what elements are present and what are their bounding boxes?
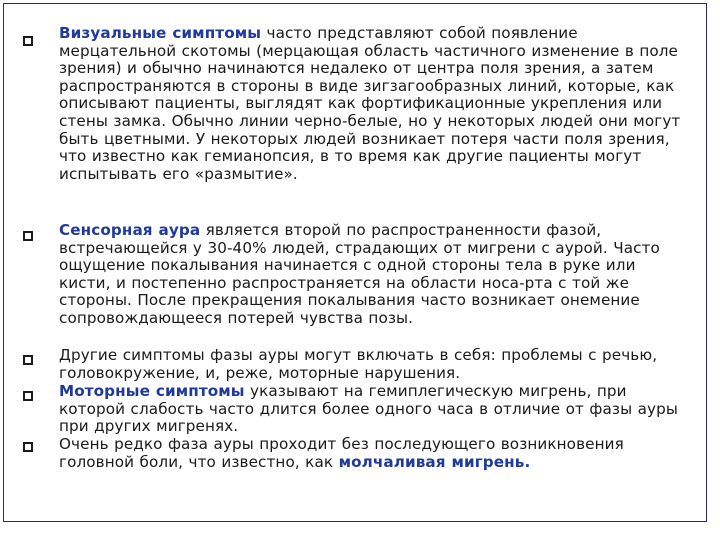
silent-migraine-text: Очень редко фаза ауры проходит без последующего возникновения головной боли, что известно, как	[59, 435, 624, 471]
visual-symptoms-text: часто представляют собой появление мерцательной скотомы (мерцающая область частичного изменение в поле зрения) и обычно начинаются недалеко от центра поля зрения, а затем распространяются в стороны в виде зигзагообразных линий, которые, как описывают пациенты, выглядят как фортификационные укрепления или стены замка. Обычно линии черно-белые, но у некоторых людей они могут быть цветными. У некоторых людей возникает потеря части поля зрения, что известно как гемианопсия, в то время как другие пациенты могут испытывать его «размытие».	[59, 24, 681, 183]
paragraph-silent-migraine	[59, 436, 687, 471]
bullet-marker-4	[23, 386, 33, 401]
hollow-square-bullet-icon	[23, 391, 33, 401]
paragraph-visual-symptoms	[59, 25, 687, 183]
paragraph-sensory-aura	[59, 222, 687, 328]
term-sensory-aura: Сенсорная аура	[59, 221, 201, 239]
term-motor-symptoms: Моторные симптомы	[59, 382, 245, 400]
hollow-square-bullet-icon	[23, 442, 33, 452]
paragraph-other-symptoms	[59, 347, 687, 382]
hollow-square-bullet-icon	[23, 36, 33, 46]
bullet-marker-3	[23, 350, 33, 365]
hollow-square-bullet-icon	[23, 231, 33, 241]
other-symptoms-text: Другие симптомы фазы ауры могут включать в себя: проблемы с речью, головокружение, и, реже, моторные нарушения.	[59, 346, 658, 382]
sensory-aura-text: является второй по распространенности фазой, встречающейся у 30-40% людей, страдающих от мигрени с аурой. Часто ощущение покалывания начинается с одной стороны тела в руке или кисти, и постепенно распространяется на области носа-рта с той же стороны. После прекращения покалывания часто возникает онемение сопровождающееся потерей чувства позы.	[59, 221, 660, 327]
motor-symptoms-text: указывают на гемиплегическую мигрень, при которой слабость часто длится более одного часа в отличие от фазы ауры при других мигренях.	[59, 382, 678, 436]
bullet-marker-5	[23, 437, 33, 452]
bullet-marker-2	[23, 226, 33, 241]
bullet-marker-1	[23, 31, 33, 46]
paragraph-motor-symptoms	[59, 383, 687, 436]
term-silent-migraine: молчаливая мигрень.	[338, 452, 531, 471]
hollow-square-bullet-icon	[23, 355, 33, 365]
term-visual-symptoms: Визуальные симптомы	[59, 24, 262, 42]
